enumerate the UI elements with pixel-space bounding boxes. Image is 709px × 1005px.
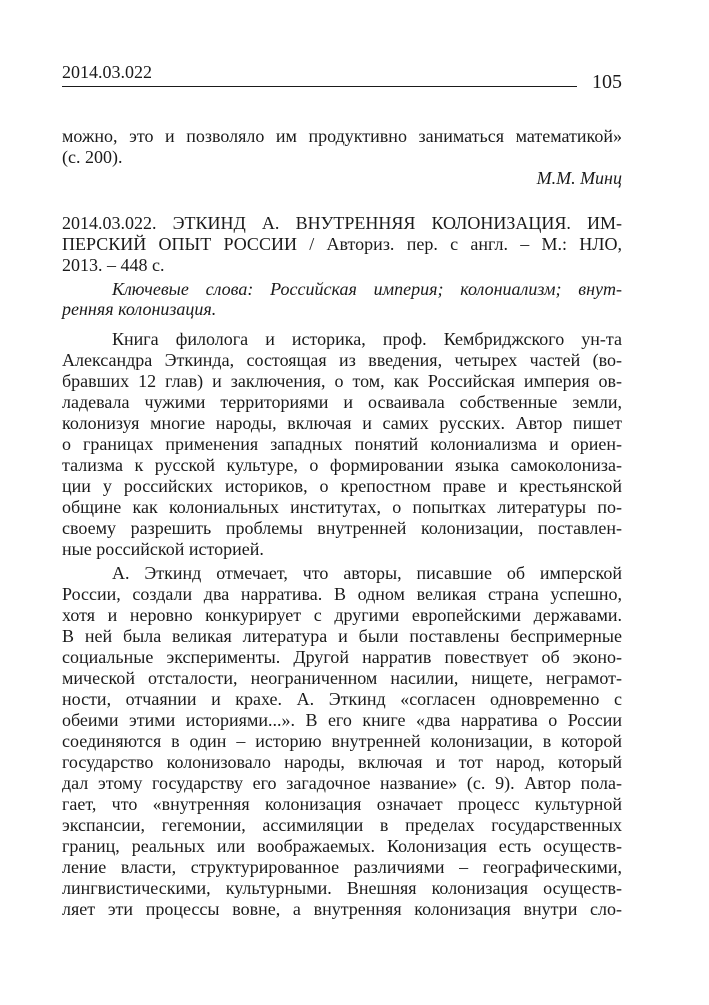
text-line: тализма к русской культуре, о формировании языка самоколониза- — [62, 455, 622, 475]
text-line: о границах применения западных понятий колониализма и ориен- — [62, 434, 622, 454]
text-line: ладевала чужими территориями и осваивала собственные земли, — [62, 392, 622, 412]
header-rule — [62, 86, 577, 87]
text-line: В ней была великая литература и были поставлены беспримерные — [62, 626, 622, 646]
text-line: соединяются в один – историю внутренней колонизации, в которой — [62, 731, 622, 751]
text-line: границ, реальных или воображаемых. Колонизация есть осуществ- — [62, 836, 622, 856]
text-line: ции у российских историков, о крепостном праве и крестьянской — [62, 476, 622, 496]
entry-title-line: 2013. – 448 с. — [62, 255, 165, 275]
text-line: Книга филолога и историка, проф. Кембриджского ун-та — [112, 329, 622, 349]
text-line: своему разрешить проблемы внутренней колонизации, поставлен- — [62, 518, 622, 538]
text-line: ные российской историей. — [62, 539, 264, 559]
text-line: А. Эткинд отмечает, что авторы, писавшие об имперской — [112, 563, 622, 583]
text-line: (с. 200). — [62, 147, 123, 167]
text-line: ности, отчаянии и крахе. А. Эткинд «согласен одновременно с — [62, 689, 622, 709]
entry-title-line: 2014.03.022. ЭТКИНД А. ВНУТРЕННЯЯ КОЛОНИЗАЦИЯ. ИМ- — [62, 213, 622, 233]
text-line: общине как колониальных институтах, о попытках литературы по- — [62, 497, 622, 517]
text-line: мической отсталости, неограниченном насилии, нищете, неграмот- — [62, 668, 622, 688]
text-line: колонизуя многие народы, включая и самих русских. Автор пишет — [62, 413, 622, 433]
text-line: социальные эксперименты. Другой нарратив повествует об эконо- — [62, 647, 622, 667]
text-line: России, создали два нарратива. В одном великая страна успешно, — [62, 584, 622, 604]
page-number: 105 — [592, 71, 622, 93]
text-line: Александра Эткинда, состоящая из введения, четырех частей (во- — [62, 350, 622, 370]
text-line: обеими этими историями...». В его книге «два нарратива о России — [62, 710, 622, 730]
text-line: ление власти, структурированное различиями – географическими, — [62, 857, 622, 877]
text-line: экспансии, гегемонии, ассимиляции в пределах государственных — [62, 815, 622, 835]
text-line: государство колонизовало народы, включая и тот народ, который — [62, 752, 622, 772]
review-author: М.М. Минц — [536, 168, 622, 188]
text-line: хотя и неровно конкурирует с другими европейскими державами. — [62, 605, 622, 625]
header-code: 2014.03.022 — [62, 62, 152, 82]
text-line: гает, что «внутренняя колонизация означает процесс культурной — [62, 794, 622, 814]
text-line: лингвистическими, культурными. Внешняя колонизация осуществ- — [62, 878, 622, 898]
text-line: бравших 12 глав) и заключения, о том, как Российская империя ов- — [62, 371, 622, 391]
entry-title-line: ПЕРСКИЙ ОПЫТ РОССИИ / Авториз. пер. с англ. – М.: НЛО, — [62, 234, 622, 254]
keywords-line: ренняя колонизация. — [62, 299, 217, 319]
text-line: дал этому государству его загадочное название» (с. 9). Автор пола- — [62, 773, 622, 793]
text-line: ляет эти процессы вовне, а внутренняя колонизация внутри сло- — [62, 899, 622, 919]
text-line: можно, это и позволяло им продуктивно заниматься математикой» — [62, 126, 622, 146]
keywords-line: Ключевые слова: Российская империя; колониализм; внут- — [112, 279, 622, 299]
